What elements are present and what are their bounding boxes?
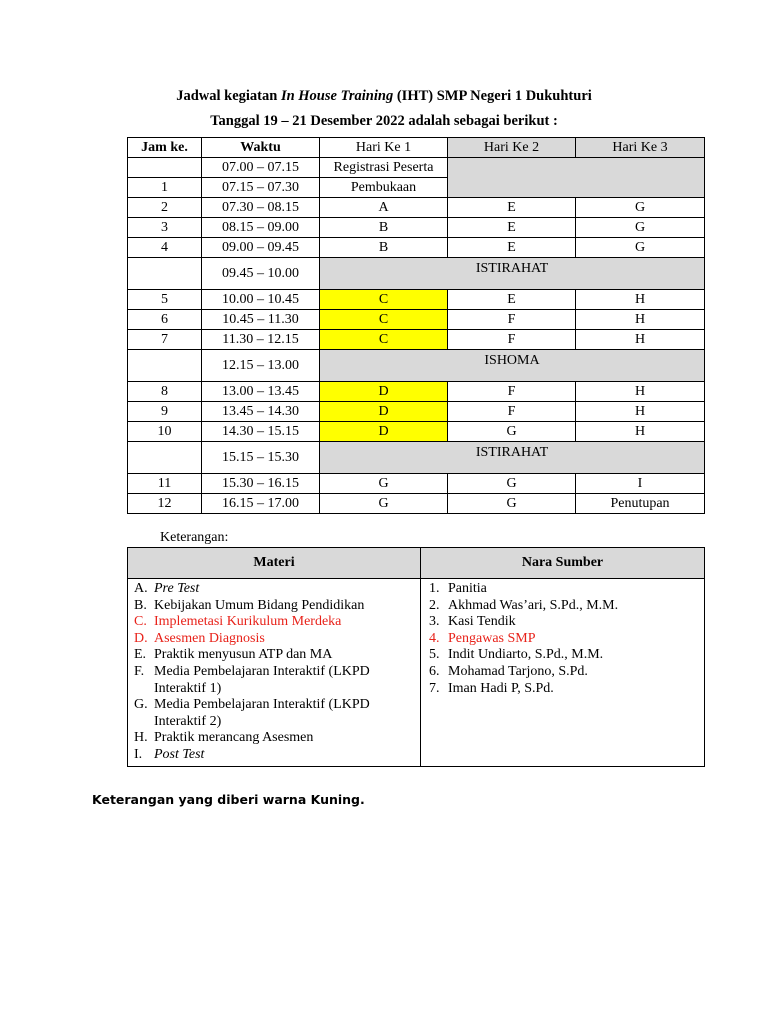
footer-note: Keterangan yang diberi warna Kuning. bbox=[92, 792, 365, 807]
jam-cell: 6 bbox=[128, 310, 202, 330]
jam-cell: 12 bbox=[128, 494, 202, 514]
table-row bbox=[128, 290, 705, 310]
hari2-cell: E bbox=[448, 290, 576, 310]
jam-cell: 10 bbox=[128, 422, 202, 442]
list-item: D. Asesmen Diagnosis bbox=[134, 630, 265, 646]
list-item: H. Praktik merancang Asesmen bbox=[134, 730, 314, 746]
hari3-cell: H bbox=[576, 290, 705, 310]
list-item: E. Praktik menyusun ATP dan MA bbox=[134, 647, 333, 663]
break-label: ISTIRAHAT bbox=[320, 258, 705, 290]
list-item: 5. Indit Undiarto, S.Pd., M.M. bbox=[429, 647, 604, 663]
list-item: 7. Iman Hadi P, S.Pd. bbox=[429, 680, 554, 696]
break-label: ISTIRAHAT bbox=[320, 442, 705, 474]
waktu-cell: 11.30 – 12.15 bbox=[202, 330, 320, 350]
legend-table bbox=[127, 547, 705, 767]
hari3-cell: H bbox=[576, 402, 705, 422]
materi-cell bbox=[128, 579, 421, 767]
break-label: ISHOMA bbox=[320, 350, 705, 382]
hari3-cell: H bbox=[576, 330, 705, 350]
list-item: 6. Mohamad Tarjono, S.Pd. bbox=[429, 663, 588, 679]
list-item: 1. Panitia bbox=[429, 581, 487, 596]
hari1-cell: A bbox=[320, 198, 448, 218]
hari2-cell: F bbox=[448, 402, 576, 422]
hari2-cell: G bbox=[448, 422, 576, 442]
waktu-cell: 15.15 – 15.30 bbox=[202, 442, 320, 474]
list-item: G. Media Pembelajaran Interaktif (LKPD Interaktif 2) bbox=[134, 697, 370, 729]
header-hari-3: Hari Ke 3 bbox=[576, 138, 705, 158]
header-waktu: Waktu bbox=[202, 138, 320, 158]
hari1-cell-highlight: D bbox=[320, 382, 448, 402]
header-hari-1: Hari Ke 1 bbox=[320, 138, 448, 158]
list-item: 2. Akhmad Was’ari, S.Pd., M.M. bbox=[429, 597, 619, 613]
waktu-cell: 09.00 – 09.45 bbox=[202, 238, 320, 258]
waktu-cell: 10.00 – 10.45 bbox=[202, 290, 320, 310]
keterangan-label: Keterangan: bbox=[160, 530, 229, 545]
hari1-cell: G bbox=[320, 474, 448, 494]
waktu-cell: 08.15 – 09.00 bbox=[202, 218, 320, 238]
jam-cell: 1 bbox=[128, 178, 202, 198]
legend-header-row bbox=[128, 548, 705, 579]
hari3-cell: G bbox=[576, 198, 705, 218]
list-item: C. Implemetasi Kurikulum Merdeka bbox=[134, 614, 342, 630]
hari1-cell: B bbox=[320, 218, 448, 238]
list-item: F. Media Pembelajaran Interaktif (LKPD Interaktif 1) bbox=[134, 663, 370, 696]
list-item: 4. Pengawas SMP bbox=[429, 630, 536, 646]
jam-cell: 7 bbox=[128, 330, 202, 350]
hari2-cell: G bbox=[448, 474, 576, 494]
hari1-cell: B bbox=[320, 238, 448, 258]
list-item: B. Kebijakan Umum Bidang Pendidikan bbox=[134, 597, 365, 613]
hari1-cell-highlight: D bbox=[320, 422, 448, 442]
table-row bbox=[128, 382, 705, 402]
hari3-cell: G bbox=[576, 238, 705, 258]
table-row bbox=[128, 238, 705, 258]
nara-sumber-cell bbox=[421, 579, 705, 767]
waktu-cell: 07.30 – 08.15 bbox=[202, 198, 320, 218]
table-row bbox=[128, 330, 705, 350]
hari3-cell: I bbox=[576, 474, 705, 494]
jam-cell: 11 bbox=[128, 474, 202, 494]
hari1-cell: G bbox=[320, 494, 448, 514]
waktu-cell: 13.00 – 13.45 bbox=[202, 382, 320, 402]
table-header-row bbox=[128, 138, 705, 158]
jam-cell: 4 bbox=[128, 238, 202, 258]
hari2-cell: F bbox=[448, 330, 576, 350]
jam-cell: 9 bbox=[128, 402, 202, 422]
break-row bbox=[128, 442, 705, 474]
hari2-cell: E bbox=[448, 198, 576, 218]
waktu-cell: 09.45 – 10.00 bbox=[202, 258, 320, 290]
hari2-cell: F bbox=[448, 310, 576, 330]
hari1-cell-highlight: C bbox=[320, 330, 448, 350]
empty-gray-cell bbox=[448, 158, 705, 198]
table-row bbox=[128, 494, 705, 514]
list-item: 3. Kasi Tendik bbox=[429, 614, 516, 630]
hari2-cell: G bbox=[448, 494, 576, 514]
schedule-table bbox=[127, 137, 705, 514]
table-row bbox=[128, 198, 705, 218]
table-row bbox=[128, 158, 705, 178]
hari1-cell: Registrasi Peserta bbox=[320, 158, 448, 178]
waktu-cell: 12.15 – 13.00 bbox=[202, 350, 320, 382]
list-item: I. Post Test bbox=[134, 746, 205, 762]
hari3-cell: H bbox=[576, 310, 705, 330]
waktu-cell: 10.45 – 11.30 bbox=[202, 310, 320, 330]
table-row bbox=[128, 218, 705, 238]
hari1-cell-highlight: C bbox=[320, 310, 448, 330]
table-row bbox=[128, 310, 705, 330]
break-row bbox=[128, 350, 705, 382]
materi-list bbox=[128, 579, 420, 766]
jam-cell bbox=[128, 350, 202, 382]
document-subtitle: Tanggal 19 – 21 Desember 2022 adalah sebagai berikut : bbox=[210, 113, 558, 129]
nara-sumber-list bbox=[421, 579, 704, 699]
hari1-cell-highlight: C bbox=[320, 290, 448, 310]
hari3-cell: H bbox=[576, 422, 705, 442]
waktu-cell: 14.30 – 15.15 bbox=[202, 422, 320, 442]
hari3-cell: H bbox=[576, 382, 705, 402]
legend-body-row bbox=[128, 579, 705, 767]
table-row bbox=[128, 474, 705, 494]
header-jam: Jam ke. bbox=[128, 138, 202, 158]
jam-cell: 2 bbox=[128, 198, 202, 218]
jam-cell: 3 bbox=[128, 218, 202, 238]
jam-cell: 5 bbox=[128, 290, 202, 310]
materi-header: Materi bbox=[128, 548, 421, 579]
hari3-cell: Penutupan bbox=[576, 494, 705, 514]
table-row bbox=[128, 402, 705, 422]
hari3-cell: G bbox=[576, 218, 705, 238]
hari2-cell: E bbox=[448, 218, 576, 238]
jam-cell: 8 bbox=[128, 382, 202, 402]
waktu-cell: 07.00 – 07.15 bbox=[202, 158, 320, 178]
waktu-cell: 16.15 – 17.00 bbox=[202, 494, 320, 514]
waktu-cell: 13.45 – 14.30 bbox=[202, 402, 320, 422]
jam-cell bbox=[128, 158, 202, 178]
break-row bbox=[128, 258, 705, 290]
document-title: Jadwal kegiatan In House Training (IHT) SMP Negeri 1 Dukuhturi bbox=[176, 88, 592, 104]
waktu-cell: 15.30 – 16.15 bbox=[202, 474, 320, 494]
table-row bbox=[128, 422, 705, 442]
header-hari-2: Hari Ke 2 bbox=[448, 138, 576, 158]
list-item: A. Pre Test bbox=[134, 581, 200, 596]
jam-cell bbox=[128, 442, 202, 474]
hari2-cell: E bbox=[448, 238, 576, 258]
hari1-cell-highlight: D bbox=[320, 402, 448, 422]
hari2-cell: F bbox=[448, 382, 576, 402]
nara-sumber-header: Nara Sumber bbox=[421, 548, 705, 579]
hari1-cell: Pembukaan bbox=[320, 178, 448, 198]
jam-cell bbox=[128, 258, 202, 290]
waktu-cell: 07.15 – 07.30 bbox=[202, 178, 320, 198]
